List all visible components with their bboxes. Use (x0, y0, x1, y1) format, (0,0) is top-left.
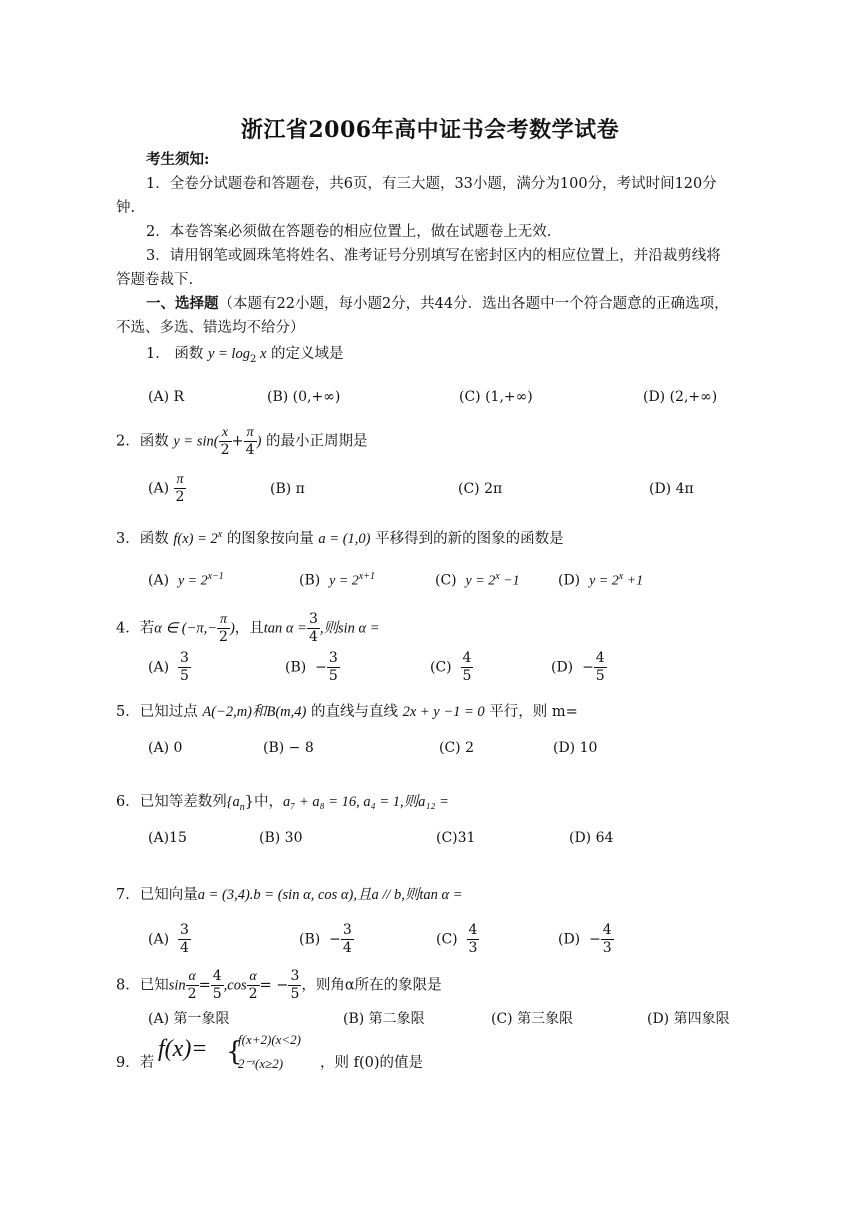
q6-option-c: (C)31 (436, 830, 476, 846)
q7-option-d: (D) − $\frac{4}{3}$ (558, 922, 612, 956)
q3-option-d: (D) $y = 2^x +1$ (558, 571, 644, 589)
question-8: 8．已知sin $\frac{\alpha}{2}$ = $\frac{4}{5}$ ,cos $\frac{\alpha}{2}$ = − $\frac{3}{5}$ ，则角α所在的象限是 (116, 968, 442, 1002)
q5-option-a: (A) 0 (148, 740, 183, 756)
question-text: 已知过点 (139, 704, 198, 720)
question-number: 6． (116, 794, 140, 810)
q1-option-a: (A) R (148, 389, 185, 405)
question-text: 若 (139, 1055, 155, 1071)
log-base: 2 (249, 353, 257, 365)
q1-option-d: (D) (2,+∞) (643, 389, 718, 405)
q6-option-a: (A)15 (148, 830, 187, 846)
question-1 (146, 345, 344, 369)
question-text: 已知向量 (139, 887, 198, 903)
q8-option-d: (D) 第四象限 (647, 1011, 730, 1027)
q4-option-c: (C) $\frac{4}{5}$ (430, 650, 472, 684)
q5-option-d: (D) 10 (553, 740, 598, 756)
question-text: ，则角α所在的象限是 (301, 977, 442, 994)
fraction: $\frac{\alpha}{2}$ (248, 969, 258, 1002)
question-text: ，且 (234, 620, 264, 637)
question-number: 2． (116, 433, 140, 450)
piecewise-case-1: f(x+2)(x<2) (238, 1032, 302, 1047)
notice-line-4: 3．请用钢笔或圆珠笔将姓名、准考证号分别填写在密封区内的相应位置上，并沿裁剪线将 (146, 248, 721, 264)
math-expression: α ∈ (−π,− (154, 620, 218, 637)
fraction: $\frac{3}{5}$ (290, 968, 300, 1002)
math-expression: sin (168, 977, 186, 994)
q3-option-b: (B) $y = 2^{x+1}$ (299, 571, 375, 589)
q2-option-a: (A) $\frac{\pi}{2}$ (148, 472, 185, 505)
page-title: 浙江省2006年高中证书会考数学试卷 (240, 117, 620, 143)
question-number: 5． (116, 704, 140, 720)
question-4 (116, 611, 380, 646)
fraction: $\frac{\alpha}{2}$ (187, 969, 197, 1002)
section-1-intro (146, 295, 729, 313)
question-text: 已知 (139, 977, 169, 994)
piecewise-function-name: f(x)= (158, 1036, 208, 1062)
question-2 (116, 424, 368, 459)
question-text: }中， (244, 794, 284, 810)
math-expression: tan α = (263, 620, 307, 637)
question-5 (116, 703, 578, 721)
notice-line-2: 钟. (116, 200, 136, 216)
q6-option-d: (D) 64 (569, 830, 614, 846)
q2-option-b: (B) π (270, 481, 305, 497)
question-number: 4． (116, 620, 140, 637)
question-text: 函数 (174, 346, 204, 362)
notice-heading: 考生须知: (146, 151, 210, 168)
question-7 (116, 886, 463, 904)
q5-option-c: (C) 2 (439, 740, 474, 756)
question-text: 的定义域是 (271, 346, 344, 362)
math-expression: ,cos (223, 977, 247, 994)
math-expression: f(x) = 2 (173, 530, 218, 547)
q4-option-a: (A) $\frac{3}{5}$ (148, 650, 189, 684)
q8-option-b: (B) 第二象限 (343, 1011, 425, 1027)
math-operator: + (231, 433, 244, 450)
exponent: x (217, 529, 223, 540)
question-text: 的直线与直线 (310, 704, 398, 720)
math-expression: y = sin( (173, 433, 219, 450)
question-number: 7． (116, 887, 140, 903)
question-number: 9． (116, 1055, 140, 1071)
piecewise-case-2: 2⁻ˣ(x≥2) (238, 1056, 284, 1071)
q3-option-a: (A) $y = 2^{x-1}$ (148, 571, 224, 589)
section-1-heading: 一、选择题 (146, 295, 219, 312)
subscript: n (239, 801, 245, 813)
question-number: 3． (116, 530, 140, 547)
math-expression: ) (256, 433, 262, 450)
math-expression: 2x + y −1 = 0 (402, 704, 485, 720)
fraction: $\frac{x}{2}$ (220, 425, 230, 458)
notice-line-3: 2．本卷答案必须做在答题卷的相应位置上，做在试题卷上无效. (146, 224, 552, 240)
notice-line-1: 1．全卷分试题卷和答题卷，共6页，有三大题，33小题，满分为100分，考试时间120分 (146, 176, 717, 192)
q8-option-c: (C) 第三象限 (491, 1011, 574, 1027)
question-text: 函数 (139, 433, 169, 450)
q4-option-d: (D) − $\frac{4}{5}$ (551, 650, 605, 684)
q1-option-b: (B) (0,+∞) (267, 389, 341, 405)
math-expression: A(−2,m)和B(m,4) (202, 704, 307, 720)
question-6 (116, 793, 449, 817)
math-expression: a = (3,4).b = (sin α, cos α),且a // b,则tan α = (197, 887, 463, 903)
fraction: $\frac{4}{5}$ (212, 968, 222, 1002)
question-text: 若 (139, 620, 155, 637)
fraction: $\frac{\pi}{2}$ (219, 612, 228, 645)
question-3 (116, 526, 564, 548)
section-1-desc-2: 不选、多选、错选均不给分） (116, 320, 305, 336)
question-number: 1． (146, 346, 170, 362)
q2-option-d: (D) 4π (649, 481, 694, 497)
q1-option-c: (C) (1,+∞) (459, 389, 533, 405)
question-number: 8． (116, 977, 140, 994)
question-text: 的最小正周期是 (266, 433, 368, 450)
question-text: 平移得到的新的图象的函数是 (375, 530, 564, 547)
q5-option-b: (B) − 8 (263, 740, 314, 756)
notice-line-5: 答题卷裁下. (116, 272, 194, 288)
q6-option-b: (B) 30 (259, 830, 303, 846)
q7-option-b: (B) − $\frac{3}{4}$ (299, 922, 352, 956)
math-expression: {a (226, 794, 240, 810)
q7-option-a: (A) $\frac{3}{4}$ (148, 922, 189, 956)
math-expression: a₇ + a₈ = 16, a₄ = 1,则a₁₂ = (283, 794, 449, 810)
question-text: 平行，则 m= (489, 704, 578, 720)
question-9-text: ，则 f(0)的值是 (320, 1055, 424, 1071)
question-text: 函数 (139, 530, 169, 547)
math-variable: x (256, 346, 267, 362)
question-text: 已知等差数列 (139, 794, 227, 810)
q8-option-a: (A) 第一象限 (148, 1011, 230, 1027)
math-expression: ) (229, 620, 235, 637)
question-9-number (116, 1054, 154, 1072)
q3-option-c: (C) $y = 2^x -1$ (435, 571, 520, 589)
fraction: $\frac{3}{4}$ (308, 611, 318, 645)
q7-option-c: (C) $\frac{4}{3}$ (436, 922, 478, 956)
brace-icon: { (226, 1037, 243, 1067)
q2-option-c: (C) 2π (458, 481, 503, 497)
fraction: $\frac{\pi}{4}$ (245, 425, 255, 458)
q4-option-b: (B) − $\frac{3}{5}$ (285, 650, 338, 684)
math-expression: y = log (207, 346, 250, 362)
math-expression: a = (1,0) (318, 530, 371, 547)
math-expression: ,则sin α = (319, 620, 380, 637)
section-1-desc: （本题有22小题，每小题2分，共44分．选出各题中一个符合题意的正确选项， (218, 296, 729, 312)
question-text: 的图象按向量 (226, 530, 314, 547)
fraction: $\frac{\pi}{2}$ (175, 472, 185, 505)
